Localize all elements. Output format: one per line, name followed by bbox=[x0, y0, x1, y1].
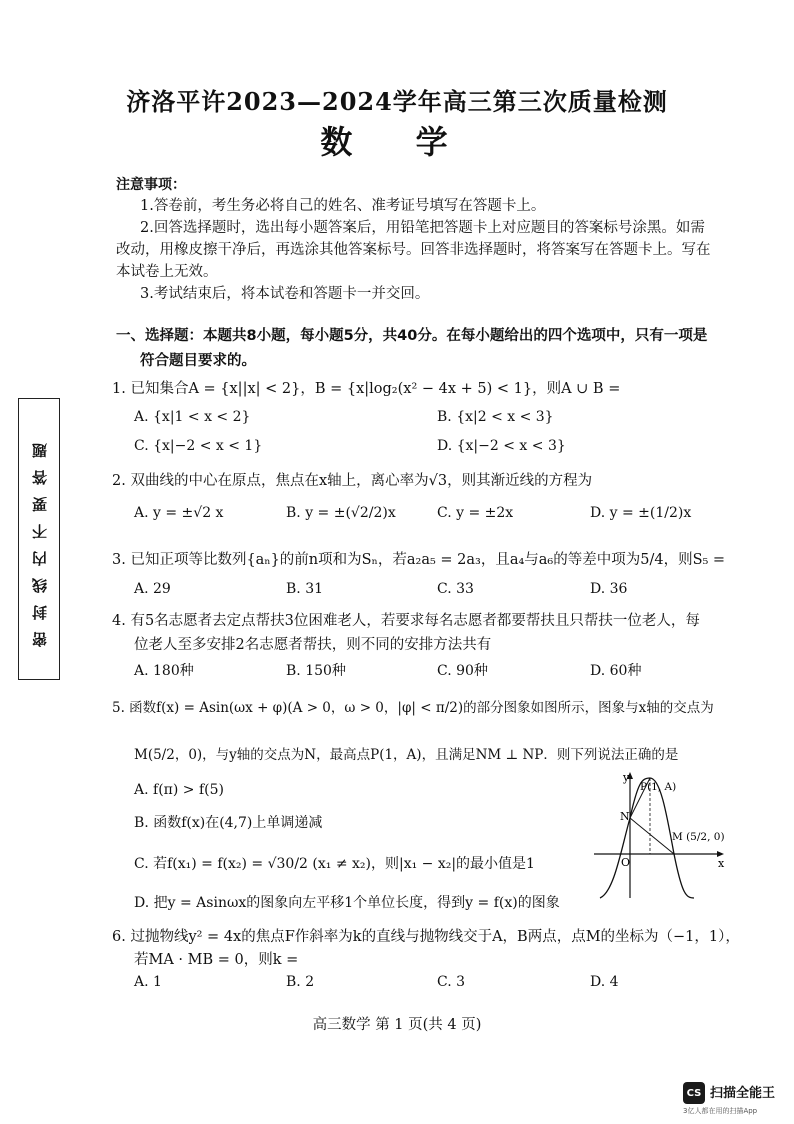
q4-option-b: B. 150种 bbox=[286, 663, 346, 679]
label-M: M (5/2, 0) bbox=[672, 831, 725, 843]
q5-option-a: A. f(π) > f(5) bbox=[134, 782, 224, 798]
section-heading: 一、选择题：本题共8小题，每小题5分，共40分。在每小题给出的四个选项中，只有一项是 bbox=[116, 328, 708, 344]
question-6-stem-cont: 若MA · MB = 0，则k = bbox=[134, 952, 299, 968]
label-N: N bbox=[620, 810, 630, 823]
q6-option-a: A. 1 bbox=[134, 974, 162, 990]
q1-option-a: A. {x|1 < x < 2} bbox=[134, 409, 251, 425]
q1-option-b: B. {x|2 < x < 3} bbox=[437, 409, 554, 425]
q3-option-c: C. 33 bbox=[437, 581, 474, 597]
q4-option-a: A. 180种 bbox=[134, 663, 194, 679]
label-O: O bbox=[621, 856, 631, 869]
exam-title: 济洛平许2023—2024学年高三第三次质量检测 bbox=[126, 87, 668, 116]
q6-option-d: D. 4 bbox=[590, 974, 619, 990]
question-4-stem: 4. 有5名志愿者去定点帮扶3位困难老人，若要求每名志愿者都要帮扶且只帮扶一位老人，每 bbox=[112, 613, 700, 629]
page-footer: 高三数学 第 1 页(共 4 页) bbox=[312, 1017, 482, 1033]
section-heading-cont: 符合题目要求的。 bbox=[140, 353, 256, 369]
q1-option-d: D. {x|−2 < x < 3} bbox=[437, 438, 566, 454]
q3-option-b: B. 31 bbox=[286, 581, 324, 597]
question-5-stem: 5. 函数f(x) = Asin(ωx + φ)(A > 0，ω > 0，|φ| < π/2)的部分图象如图所示，图象与x轴的交点为 bbox=[112, 700, 714, 716]
notes-heading: 注意事项： bbox=[116, 177, 186, 193]
question-6-stem: 6. 过抛物线y² = 4x的焦点F作斜率为k的直线与抛物线交于A，B两点，点M的坐标为（−1，1）， bbox=[112, 929, 740, 945]
note-item: 2.回答选择题时，选出每小题答案后，用铅笔把答题卡上对应题目的答案标号涂黑。如需 bbox=[140, 220, 705, 236]
q1-option-c: C. {x|−2 < x < 1} bbox=[134, 438, 263, 454]
q2-option-a: A. y = ±√2 x bbox=[134, 505, 224, 521]
label-P: P(1, A) bbox=[640, 781, 677, 793]
q5-option-c: C. 若f(x₁) = f(x₂) = √30/2 (x₁ ≠ x₂)，则|x₁ − x₂|的最小值是1 bbox=[134, 856, 535, 872]
q2-option-b: B. y = ±(√2/2)x bbox=[286, 505, 396, 521]
q3-option-a: A. 29 bbox=[134, 581, 171, 597]
q2-option-d: D. y = ±(1/2)x bbox=[590, 505, 692, 521]
q2-option-c: C. y = ±2x bbox=[437, 505, 514, 521]
question-2-stem: 2. 双曲线的中心在原点，焦点在x轴上，离心率为√3，则其渐近线的方程为 bbox=[112, 473, 593, 489]
note-item: 3.考试结束后，将本试卷和答题卡一并交回。 bbox=[140, 286, 430, 302]
q5-function-graph bbox=[590, 770, 740, 905]
q5-option-d: D. 把y = Asinωx的图象向左平移1个单位长度，得到y = f(x)的图象 bbox=[134, 895, 560, 911]
note-item: 改动，用橡皮擦干净后，再选涂其他答案标号。回答非选择题时，将答案写在答题卡上。写在 bbox=[116, 242, 711, 258]
q4-option-c: C. 90种 bbox=[437, 663, 488, 679]
question-5-stem-cont: M(5/2，0)，与y轴的交点为N，最高点P(1，A)，且满足NM ⊥ NP．则下列说法正确的是 bbox=[134, 747, 679, 763]
q3-option-d: D. 36 bbox=[590, 581, 628, 597]
q6-option-c: C. 3 bbox=[437, 974, 466, 990]
seal-line-notice: 密封线内不要答题 bbox=[18, 398, 60, 680]
label-x: x bbox=[718, 857, 725, 870]
subject-title: 数 学 bbox=[320, 123, 474, 161]
camscanner-tagline: 3亿人都在用的扫描App bbox=[683, 1107, 758, 1115]
label-y: y bbox=[623, 771, 630, 784]
note-item: 本试卷上无效。 bbox=[116, 264, 218, 280]
question-4-stem-cont: 位老人至多安排2名志愿者帮扶，则不同的安排方法共有 bbox=[134, 637, 492, 653]
question-1-stem: 1. 已知集合A = {x||x| < 2}，B = {x|log₂(x² − 4x + 5) < 1}，则A ∪ B = bbox=[112, 381, 621, 397]
note-item: 1.答卷前，考生务必将自己的姓名、准考证号填写在答题卡上。 bbox=[140, 198, 546, 214]
camscanner-name: 扫描全能王 bbox=[710, 1086, 776, 1101]
question-3-stem: 3. 已知正项等比数列{aₙ}的前n项和为Sₙ，若a₂a₅ = 2a₃，且a₄与a₆的等差中项为5/4，则S₅ = bbox=[112, 552, 726, 568]
camscanner-logo-icon: CS bbox=[683, 1082, 705, 1104]
q6-option-b: B. 2 bbox=[286, 974, 315, 990]
q4-option-d: D. 60种 bbox=[590, 663, 642, 679]
segment-NM bbox=[630, 818, 674, 854]
q5-option-b: B. 函数f(x)在(4,7)上单调递减 bbox=[134, 815, 323, 831]
